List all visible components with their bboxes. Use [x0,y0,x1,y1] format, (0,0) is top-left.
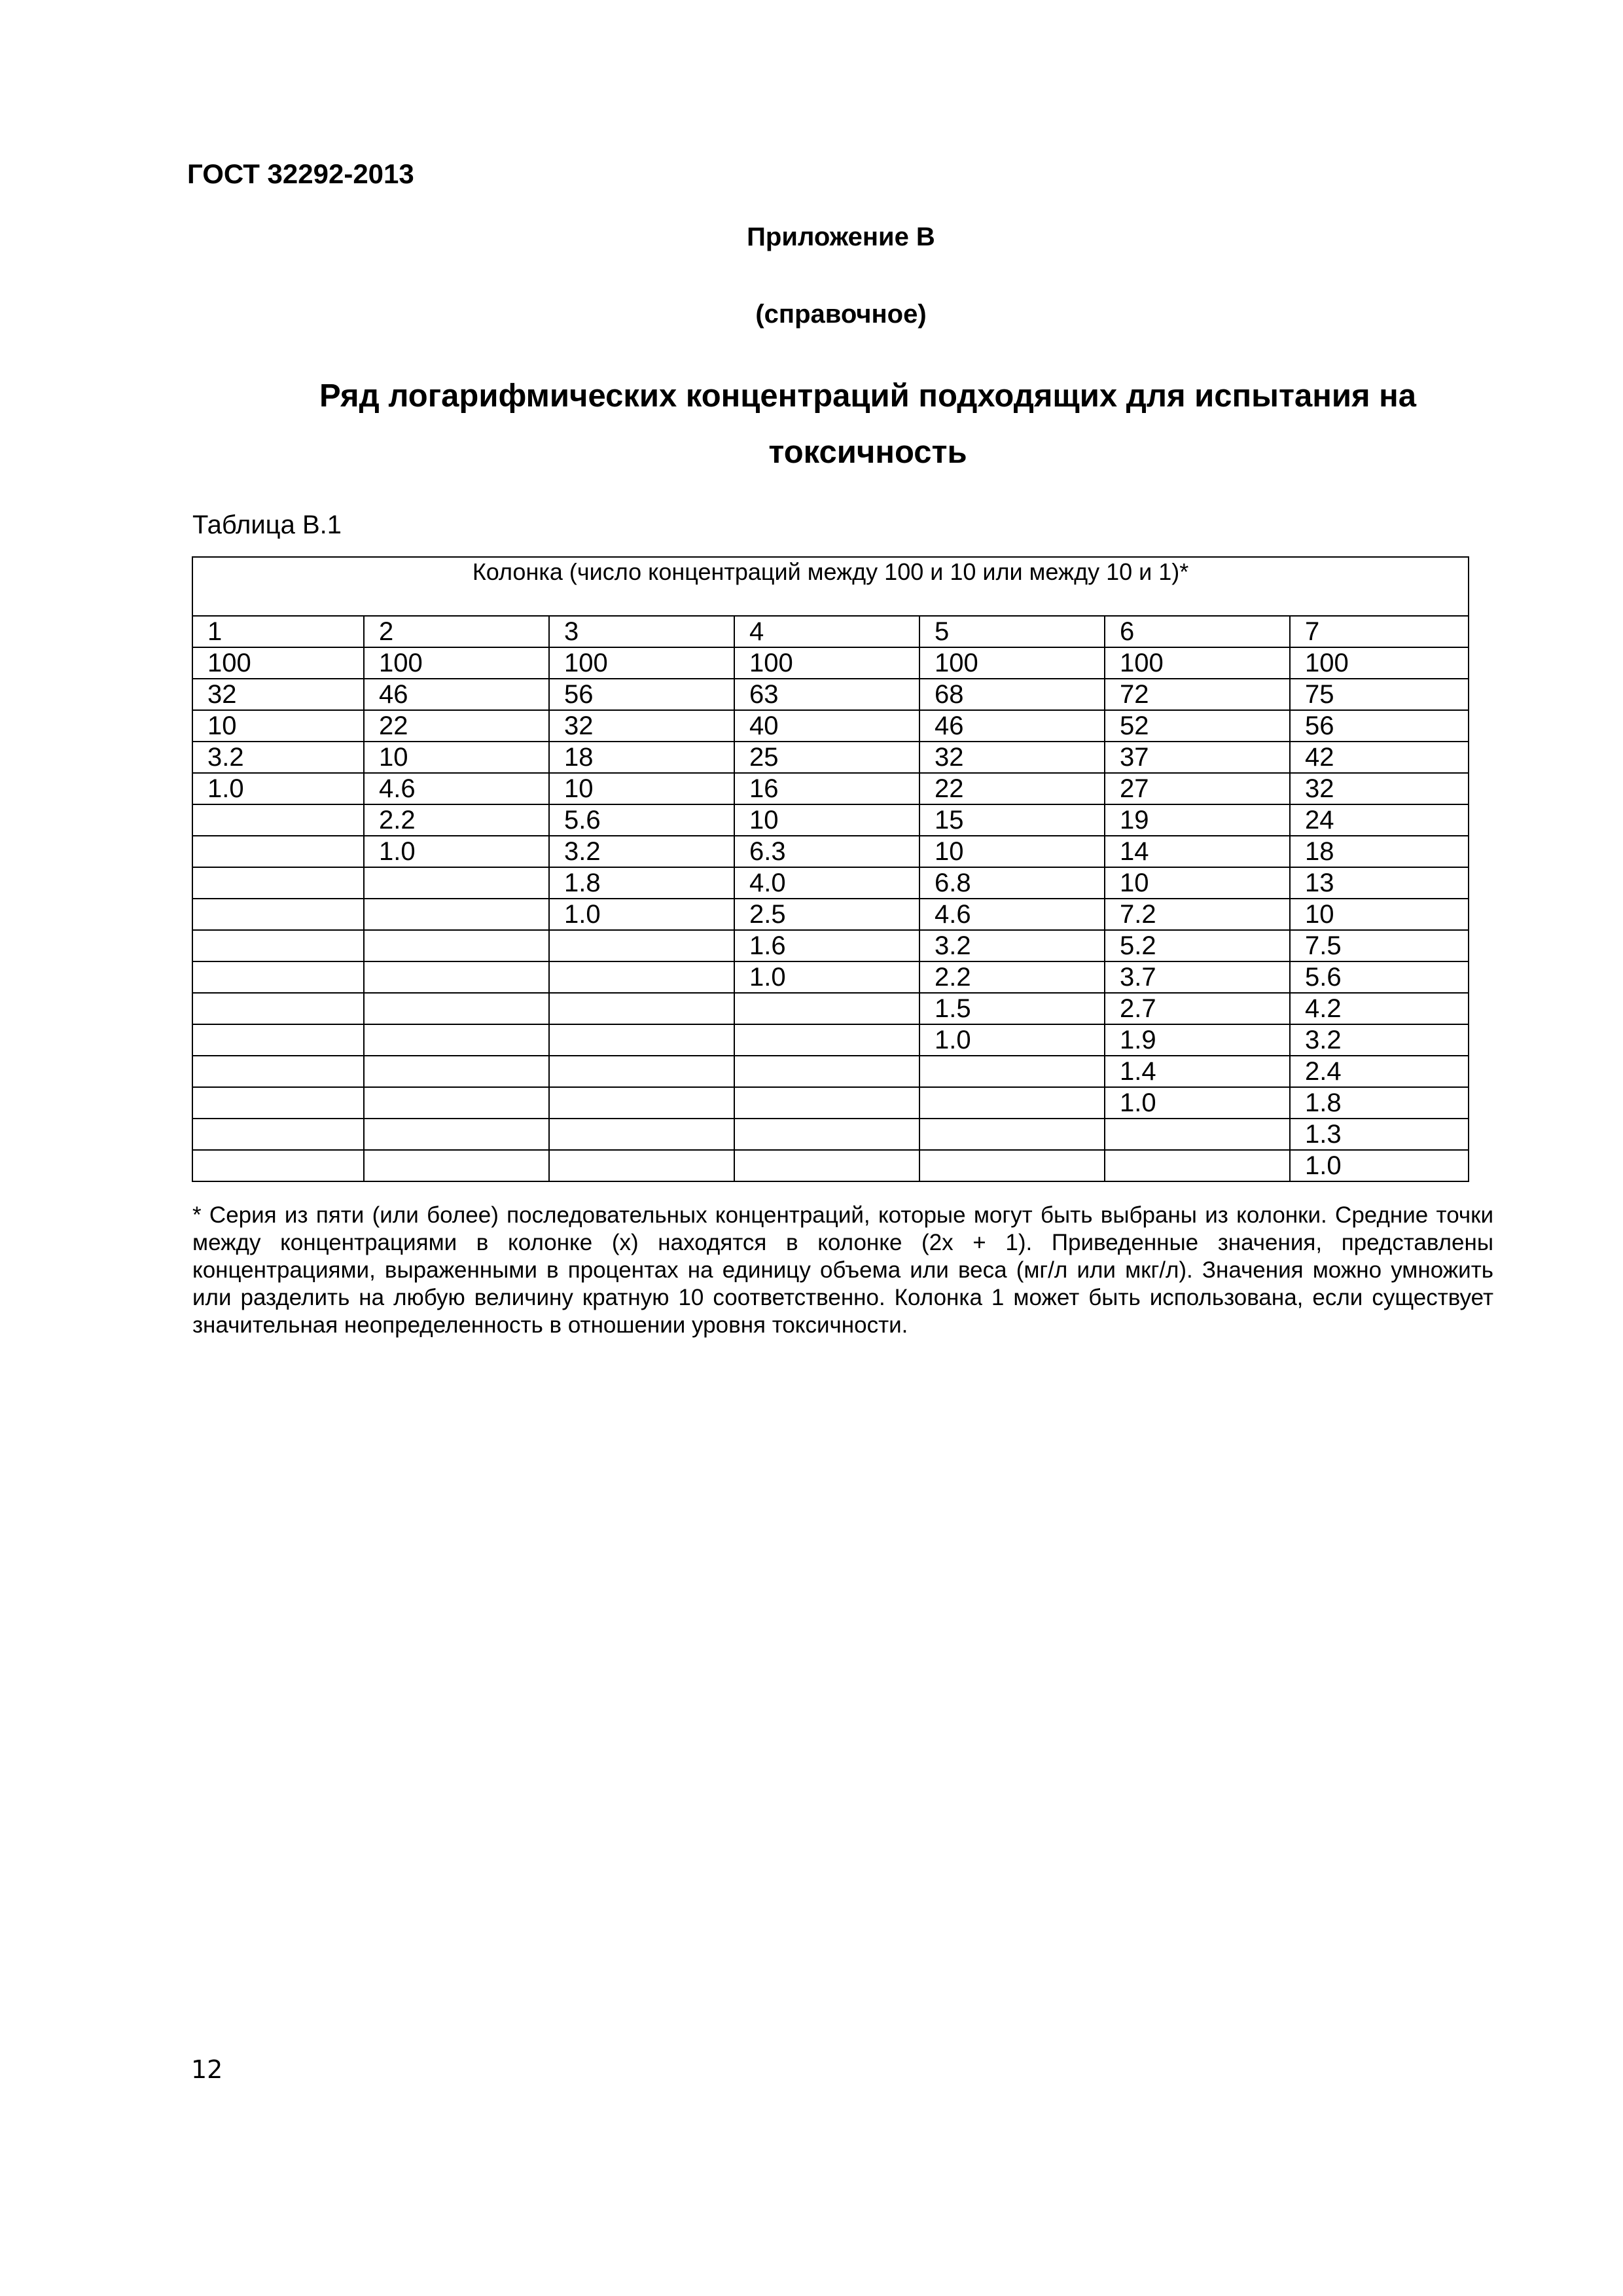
table-row [192,742,1469,773]
table-cell [549,930,734,961]
table-cell [192,804,364,836]
table-cell: 68 [919,679,1105,710]
table-cell: 7.5 [1290,930,1469,961]
table-cell [734,1150,919,1181]
table-cell: 46 [919,710,1105,742]
table-cell [734,1087,919,1119]
table-cell [192,836,364,867]
table-cell: 14 [1105,836,1290,867]
table-cell: 4.6 [364,773,549,804]
table-cell: 3.2 [1290,1024,1469,1056]
table-cell: 10 [549,773,734,804]
table-row [192,1119,1469,1150]
column-number: 5 [919,616,1105,647]
table-cell: 5.2 [1105,930,1290,961]
table-cell [364,1087,549,1119]
table-cell: 1.6 [734,930,919,961]
table-cell: 7.2 [1105,899,1290,930]
table-cell: 3.2 [549,836,734,867]
table-cell: 5.6 [549,804,734,836]
table-cell: 1.0 [734,961,919,993]
table-cell: 10 [192,710,364,742]
table-cell: 1.8 [549,867,734,899]
table-row [192,1024,1469,1056]
table-cell: 1.0 [192,773,364,804]
table-cell: 22 [364,710,549,742]
document-title [187,368,1489,480]
table-cell: 56 [1290,710,1469,742]
table-cell: 10 [1105,867,1290,899]
table-row [192,710,1469,742]
table-cell [192,1150,364,1181]
table-cell: 100 [734,647,919,679]
document-title-line-1: Ряд логарифмических концентраций подходящих для испытания на [319,378,1417,414]
table-cell: 4.2 [1290,993,1469,1024]
table-cell: 1.8 [1290,1087,1469,1119]
table-cell: 56 [549,679,734,710]
table-cell [549,961,734,993]
table-cell: 100 [1290,647,1469,679]
table-cell [734,1056,919,1087]
table-cell: 2.4 [1290,1056,1469,1087]
table-cell [364,930,549,961]
table-cell: 15 [919,804,1105,836]
table-cell: 32 [1290,773,1469,804]
table-row [192,993,1469,1024]
standard-id: ГОСТ 32292-2013 [187,158,414,189]
table-row [192,836,1469,867]
column-number-row [192,616,1469,647]
table-row [192,961,1469,993]
table-cell: 100 [1105,647,1290,679]
table-header-row [192,557,1469,616]
table-cell: 2.2 [919,961,1105,993]
table-cell [364,1119,549,1150]
table-cell [192,1087,364,1119]
table-cell: 75 [1290,679,1469,710]
table-cell [919,1056,1105,1087]
table-cell [364,1024,549,1056]
appendix-heading: Приложение В [747,223,935,251]
table-cell: 10 [734,804,919,836]
table-cell: 10 [919,836,1105,867]
table-cell: 16 [734,773,919,804]
table-cell: 5.6 [1290,961,1469,993]
table-cell: 25 [734,742,919,773]
document-title-line-2: токсичность [768,435,967,470]
table-row [192,930,1469,961]
table-cell: 2.5 [734,899,919,930]
table-cell: 27 [1105,773,1290,804]
table-cell [364,961,549,993]
table-cell: 1.0 [364,836,549,867]
table-cell [192,867,364,899]
table-cell: 100 [364,647,549,679]
column-number: 4 [734,616,919,647]
table-cell: 32 [919,742,1105,773]
table-row [192,1056,1469,1087]
table-cell: 1.3 [1290,1119,1469,1150]
column-number: 6 [1105,616,1290,647]
table-cell: 1.0 [1105,1087,1290,1119]
page-number: 12 [191,2055,223,2084]
table-cell: 3.2 [192,742,364,773]
table-cell [192,1056,364,1087]
table-cell [919,1150,1105,1181]
table-cell [364,993,549,1024]
table-cell: 46 [364,679,549,710]
table-cell: 100 [919,647,1105,679]
table-cell: 6.8 [919,867,1105,899]
table-cell: 6.3 [734,836,919,867]
table-cell [549,1056,734,1087]
table-cell [364,867,549,899]
table-row [192,679,1469,710]
table-cell: 63 [734,679,919,710]
table-cell: 18 [549,742,734,773]
table-cell [192,899,364,930]
table-body [192,616,1469,1181]
table-cell: 2.7 [1105,993,1290,1024]
column-number: 3 [549,616,734,647]
table-cell [1105,1150,1290,1181]
table-cell [192,993,364,1024]
table-cell: 22 [919,773,1105,804]
column-number: 7 [1290,616,1469,647]
concentration-table [192,556,1469,1182]
table-cell [192,1024,364,1056]
table-cell [364,899,549,930]
table-cell: 18 [1290,836,1469,867]
table-cell: 10 [1290,899,1469,930]
table-header: Колонка (число концентраций между 100 и 10 или между 10 и 1)* [192,557,1469,616]
table-row [192,647,1469,679]
table-row [192,1150,1469,1181]
table-cell [549,1024,734,1056]
table-cell: 52 [1105,710,1290,742]
table-cell: 40 [734,710,919,742]
table-cell: 1.0 [919,1024,1105,1056]
table-cell [192,1119,364,1150]
table-cell: 3.2 [919,930,1105,961]
table-cell [364,1150,549,1181]
table-cell: 19 [1105,804,1290,836]
table-row [192,804,1469,836]
table-row [192,773,1469,804]
table-cell: 3.7 [1105,961,1290,993]
table-cell: 37 [1105,742,1290,773]
table-row [192,899,1469,930]
table-cell [364,1056,549,1087]
table-cell: 2.2 [364,804,549,836]
table-cell: 4.6 [919,899,1105,930]
table-cell: 24 [1290,804,1469,836]
table-cell [549,1119,734,1150]
table-cell: 13 [1290,867,1469,899]
table-cell: 4.0 [734,867,919,899]
table-cell: 100 [192,647,364,679]
column-number: 2 [364,616,549,647]
table-cell: 1.5 [919,993,1105,1024]
table-cell: 100 [549,647,734,679]
table-cell: 32 [549,710,734,742]
table-cell [192,961,364,993]
table-cell: 10 [364,742,549,773]
table-cell: 1.9 [1105,1024,1290,1056]
table-cell [549,993,734,1024]
table-cell: 72 [1105,679,1290,710]
table-cell [549,1150,734,1181]
table-cell: 32 [192,679,364,710]
table-cell [919,1119,1105,1150]
table-cell [734,993,919,1024]
table-cell: 1.0 [549,899,734,930]
table-row [192,867,1469,899]
table-cell [919,1087,1105,1119]
table-cell: 1.4 [1105,1056,1290,1087]
table-cell: 42 [1290,742,1469,773]
table-caption: Таблица В.1 [192,511,342,539]
table-row [192,1087,1469,1119]
table-cell [734,1119,919,1150]
table-cell [192,930,364,961]
appendix-type: (справочное) [755,300,927,329]
column-number: 1 [192,616,364,647]
table-cell [734,1024,919,1056]
table-footnote: * Серия из пяти (или более) последовательных концентраций, которые могут быть выбраны из колонки. Средние точки между концентрациями в колонке (x) находятся в колонке (2x + 1). Приведенные значения, представлены концентрациями, выраженными в процентах на единицу объема или веса (мг/л или мкг/л). Значения можно умножить или разделить на любую величину кратную 10 соответственно. Колонка 1 может быть использована, если существует значительная неопределенность в отношении уровня токсичности. [192,1202,1493,1338]
table-cell: 1.0 [1290,1150,1469,1181]
table-cell [549,1087,734,1119]
table-cell [1105,1119,1290,1150]
